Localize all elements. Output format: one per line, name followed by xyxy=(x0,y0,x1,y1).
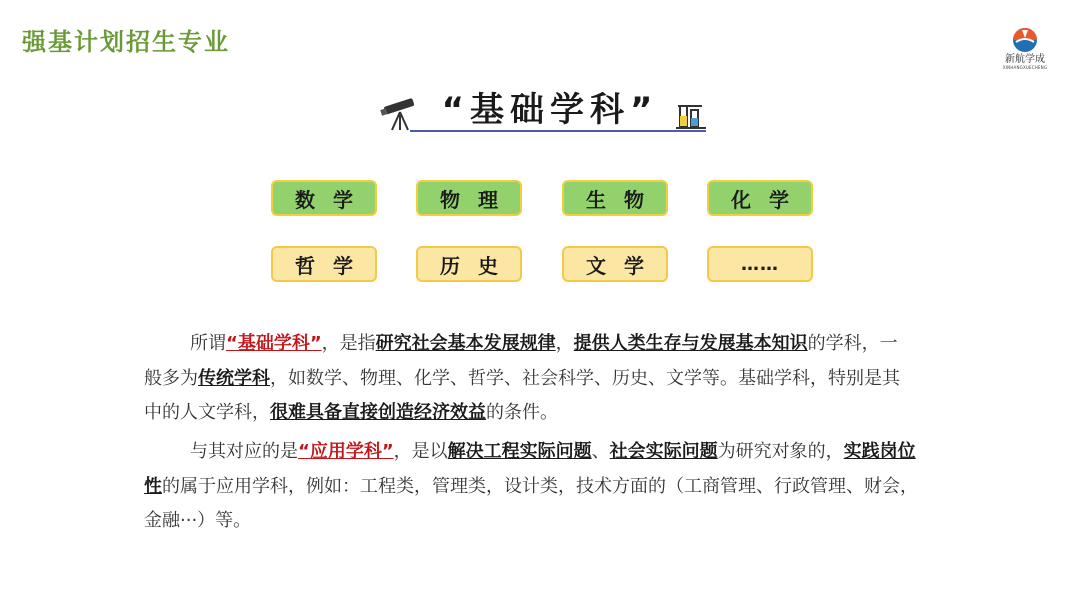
subject-biology: 生物 xyxy=(562,180,668,216)
logo-emblem-icon xyxy=(1008,26,1042,54)
paragraph-basic-disciplines xyxy=(144,327,1004,431)
telescope-icon xyxy=(380,96,420,132)
subject-math: 数学 xyxy=(271,180,377,216)
para2-line3: 金融···）等。 xyxy=(144,510,252,531)
para1-line3: 中的人文学科，很难具备直接创造经济效益的条件。 xyxy=(144,402,558,423)
subject-chemistry: 化学 xyxy=(707,180,813,216)
lab-flask-icon xyxy=(676,100,710,132)
main-title: “基础学科” xyxy=(441,90,659,130)
paragraph-applied-disciplines xyxy=(144,435,1004,539)
para1-line2: 般多为传统学科，如数学、物理、化学、哲学、社会科学、历史、文学等。基础学科，特别是其 xyxy=(144,367,900,389)
logo-name: 新航学成 xyxy=(1005,54,1045,65)
para2-line1: 与其对应的是“应用学科”，是以解决工程实际问题、社会实际问题为研究对象的，实践岗位 xyxy=(190,441,916,462)
page-header-title: 强基计划招生专业 xyxy=(22,28,230,56)
subject-more: …… xyxy=(707,246,813,282)
logo-subtitle: XINHANGXUECHENG xyxy=(1002,65,1048,70)
subject-philosophy: 哲学 xyxy=(271,246,377,282)
subject-literature: 文学 xyxy=(562,246,668,282)
subject-physics: 物理 xyxy=(416,180,522,216)
main-title-area xyxy=(380,82,710,142)
para2-line2: 性的属于应用学科，例如：工程类，管理类，设计类，技术方面的（工商管理、行政管理、财会， xyxy=(144,475,918,497)
brand-logo xyxy=(1000,26,1050,76)
subject-history: 历史 xyxy=(416,246,522,282)
para1-line1: 所谓“基础学科”，是指研究社会基本发展规律，提供人类生存与发展基本知识的学科，一 xyxy=(190,333,898,354)
title-underline xyxy=(410,130,706,132)
